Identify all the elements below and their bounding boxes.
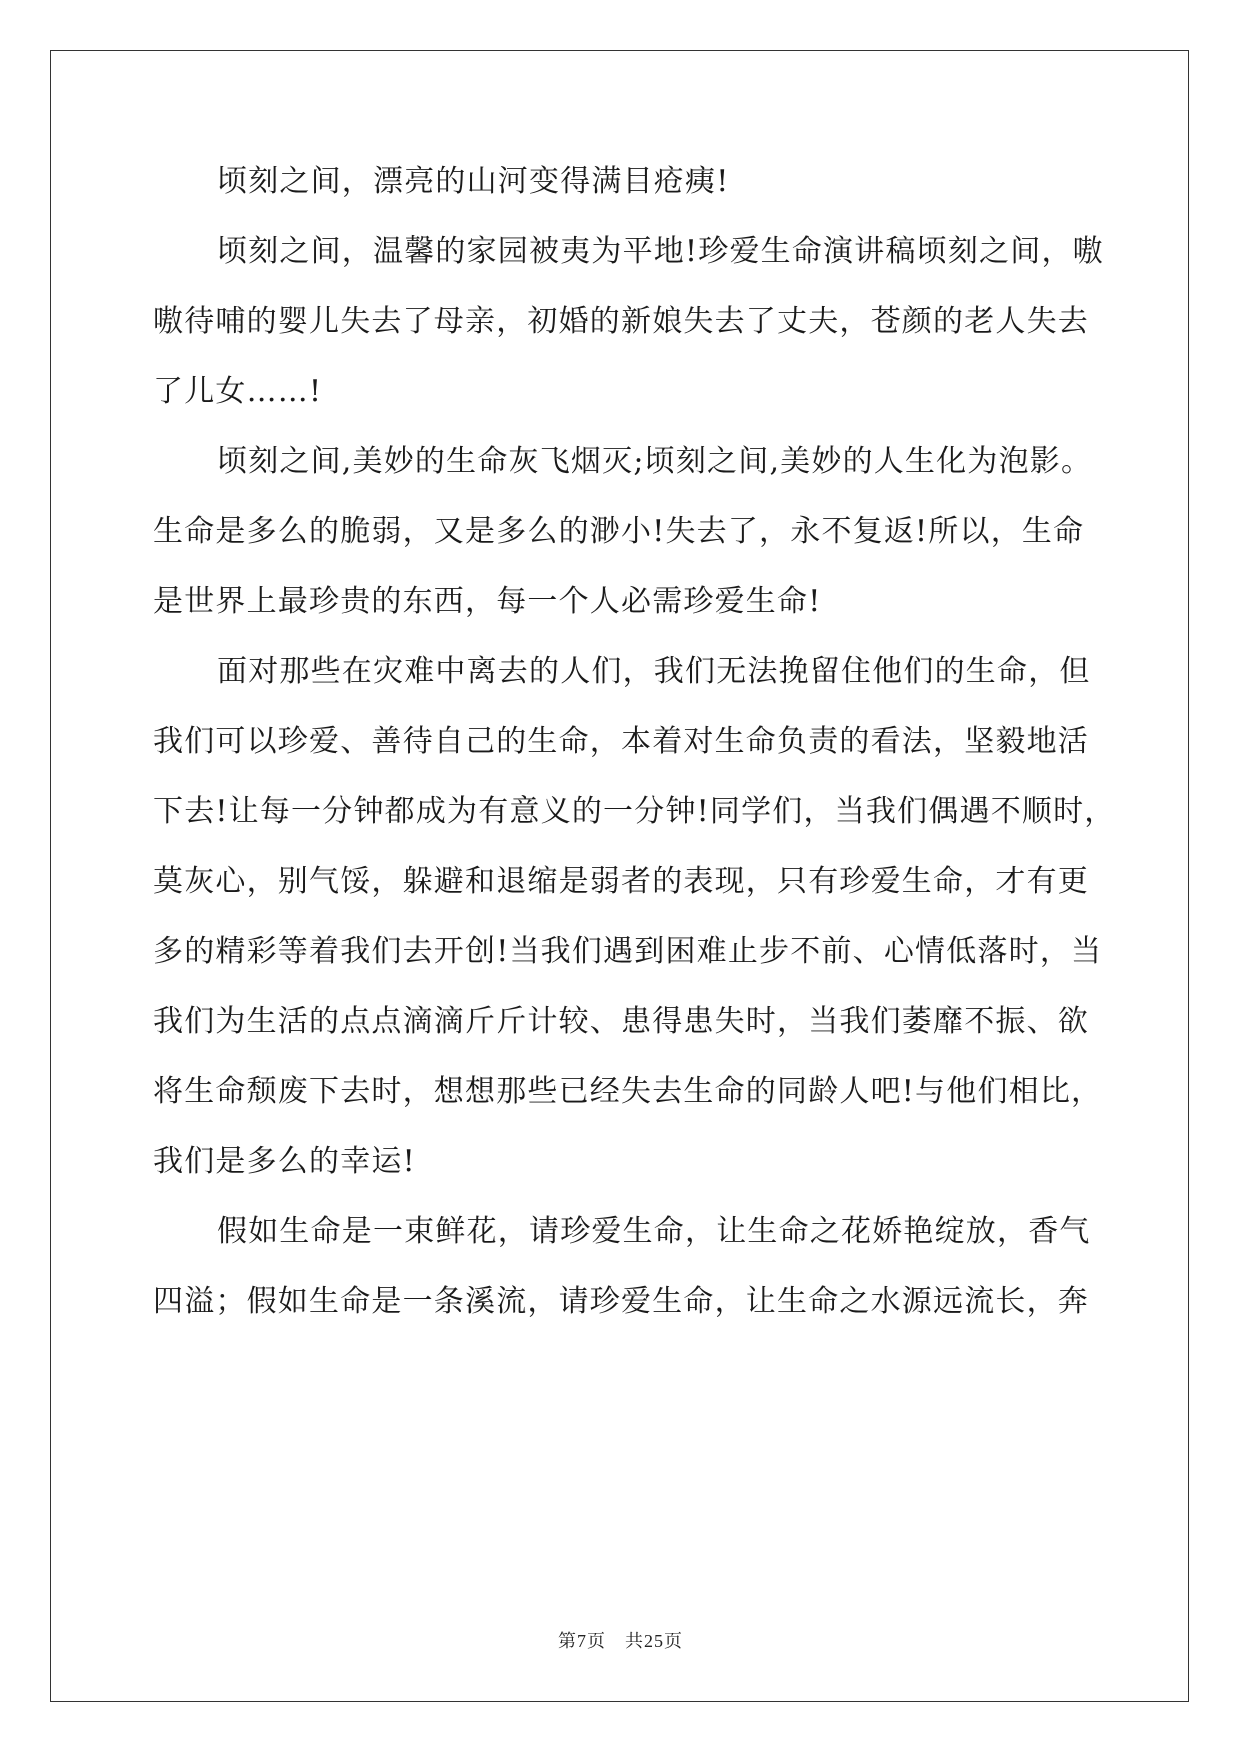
- text-line: 面对那些在灾难中离去的人们，我们无法挽留住他们的生命，但: [217, 654, 1091, 689]
- text-line: 我们可以珍爱、善待自己的生命，本着对生命负责的看法，坚毅地活: [153, 724, 1089, 759]
- text-line: 下去!让每一分钟都成为有意义的一分钟!同学们，当我们偶遇不顺时，: [153, 794, 1116, 829]
- text-line: 多的精彩等着我们去开创!当我们遇到困难止步不前、心情低落时，当: [153, 934, 1103, 969]
- text-line: 顷刻之间，漂亮的山河变得满目疮痍!: [217, 164, 730, 199]
- text-line: 将生命颓废下去时，想想那些已经失去生命的同龄人吧!与他们相比，: [153, 1074, 1103, 1109]
- text-line: 假如生命是一束鲜花，请珍爱生命，让生命之花娇艳绽放，香气: [217, 1214, 1091, 1249]
- text-line: 生命是多么的脆弱，又是多么的渺小!失去了，永不复返!所以，生命: [153, 514, 1085, 549]
- text-line: 了儿女……!: [153, 374, 323, 409]
- text-line: 顷刻之间,美妙的生命灰飞烟灭;顷刻之间,美妙的人生化为泡影。: [217, 444, 1093, 479]
- text-line: 顷刻之间，温馨的家园被夷为平地!珍爱生命演讲稿顷刻之间，嗷: [217, 234, 1104, 269]
- page-number-footer: 第7页 共25页: [558, 1631, 683, 1651]
- text-line: 我们为生活的点点滴滴斤斤计较、患得患失时，当我们萎靡不振、欲: [153, 1004, 1089, 1039]
- text-line: 莫灰心，别气馁，躲避和退缩是弱者的表现，只有珍爱生命，才有更: [153, 864, 1089, 899]
- text-line: 四溢；假如生命是一条溪流，请珍爱生命，让生命之水源远流长，奔: [153, 1284, 1089, 1319]
- text-line: 嗷待哺的婴儿失去了母亲，初婚的新娘失去了丈夫，苍颜的老人失去: [153, 304, 1089, 339]
- text-line: 我们是多么的幸运!: [153, 1144, 416, 1179]
- text-line: 是世界上最珍贵的东西，每一个人必需珍爱生命!: [153, 584, 822, 619]
